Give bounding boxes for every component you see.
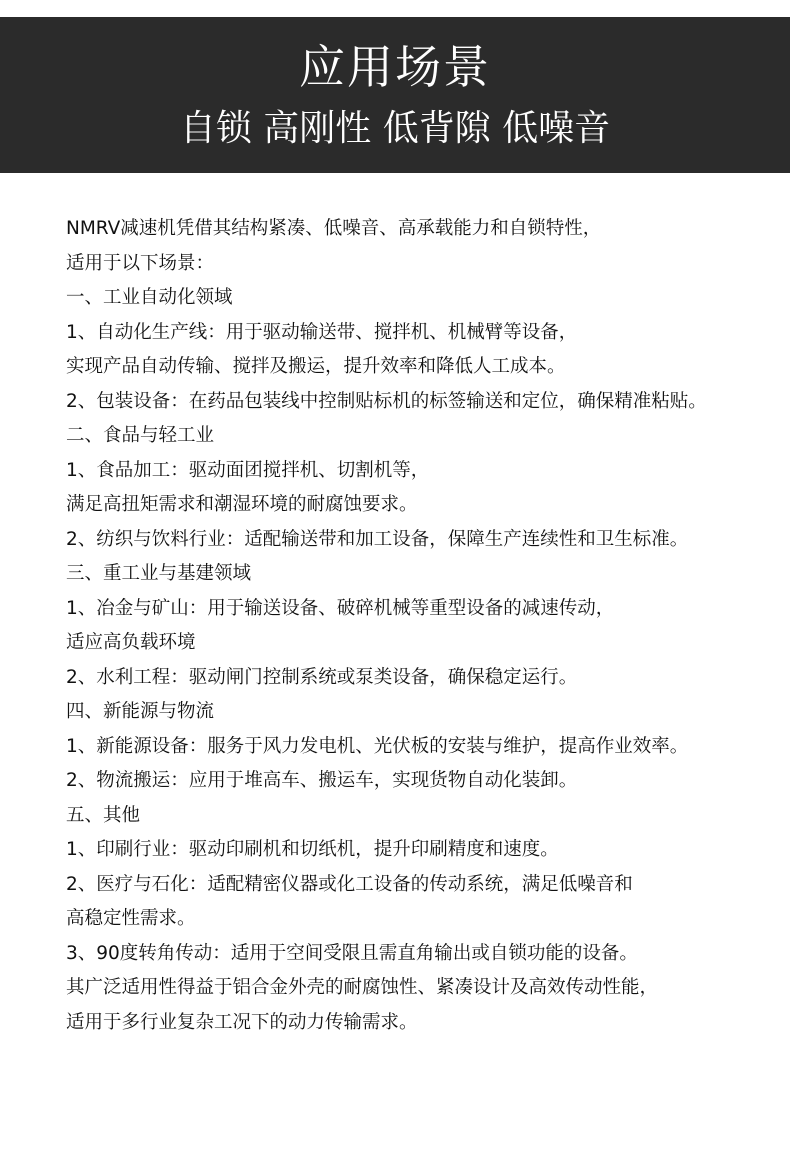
- body-line: 1、印刷行业：驱动印刷机和切纸机，提升印刷精度和速度。: [66, 839, 559, 860]
- body-line: 2、医疗与石化：适配精密仪器或化工设备的传动系统，满足低噪音和: [66, 873, 633, 895]
- section-heading: 三、重工业与基建领域: [66, 563, 252, 584]
- section-heading: 二、食品与轻工业: [66, 425, 215, 446]
- body-line: 2、纺织与饮料行业：适配输送带和加工设备，保障生产连续性和卫生标准。: [66, 528, 689, 550]
- body-line: 适应高负载环境: [66, 632, 196, 653]
- body-line: 1、食品加工：驱动面团搅拌机、切割机等，: [66, 459, 430, 481]
- intro-line: NMRV减速机凭借其结构紧凑、低噪音、高承载能力和自锁特性，: [66, 218, 602, 239]
- section-heading: 一、工业自动化领域: [66, 287, 233, 308]
- body-line: 1、新能源设备：服务于风力发电机、光伏板的安装与维护，提高作业效率。: [66, 735, 689, 757]
- body-line: 2、水利工程：驱动闸门控制系统或泵类设备，确保稳定运行。: [66, 666, 578, 688]
- body-line: 2、包装设备：在药品包装线中控制贴标机的标签输送和定位，确保精准粘贴。: [66, 390, 707, 412]
- body-text: [66, 212, 778, 1040]
- body-line: 满足高扭矩需求和潮湿环境的耐腐蚀要求。: [66, 494, 418, 515]
- body-line: 3、90度转角传动：适用于空间受限且需直角输出或自锁功能的设备。: [66, 942, 638, 964]
- body-line: 高稳定性需求。: [66, 908, 196, 929]
- intro-line: 适用于以下场景：: [66, 252, 215, 274]
- page-title: 应用场景: [299, 40, 491, 94]
- body-line: 实现产品自动传输、搅拌及搬运，提升效率和降低人工成本。: [66, 356, 566, 377]
- page-subtitle: 自锁 高刚性 低背隙 低噪音: [179, 108, 611, 149]
- header-banner: [0, 17, 790, 173]
- closing-line: 适用于多行业复杂工况下的动力传输需求。: [66, 1011, 418, 1033]
- body-line: 2、物流搬运：应用于堆高车、搬运车，实现货物自动化装卸。: [66, 770, 578, 791]
- closing-line: 其广泛适用性得益于铝合金外壳的耐腐蚀性、紧凑设计及高效传动性能，: [66, 977, 659, 998]
- body-line: 1、自动化生产线：用于驱动输送带、搅拌机、机械臂等设备，: [66, 321, 578, 343]
- section-heading: 五、其他: [66, 804, 141, 826]
- section-heading: 四、新能源与物流: [66, 701, 215, 722]
- body-line: 1、冶金与矿山：用于输送设备、破碎机械等重型设备的减速传动，: [66, 597, 615, 619]
